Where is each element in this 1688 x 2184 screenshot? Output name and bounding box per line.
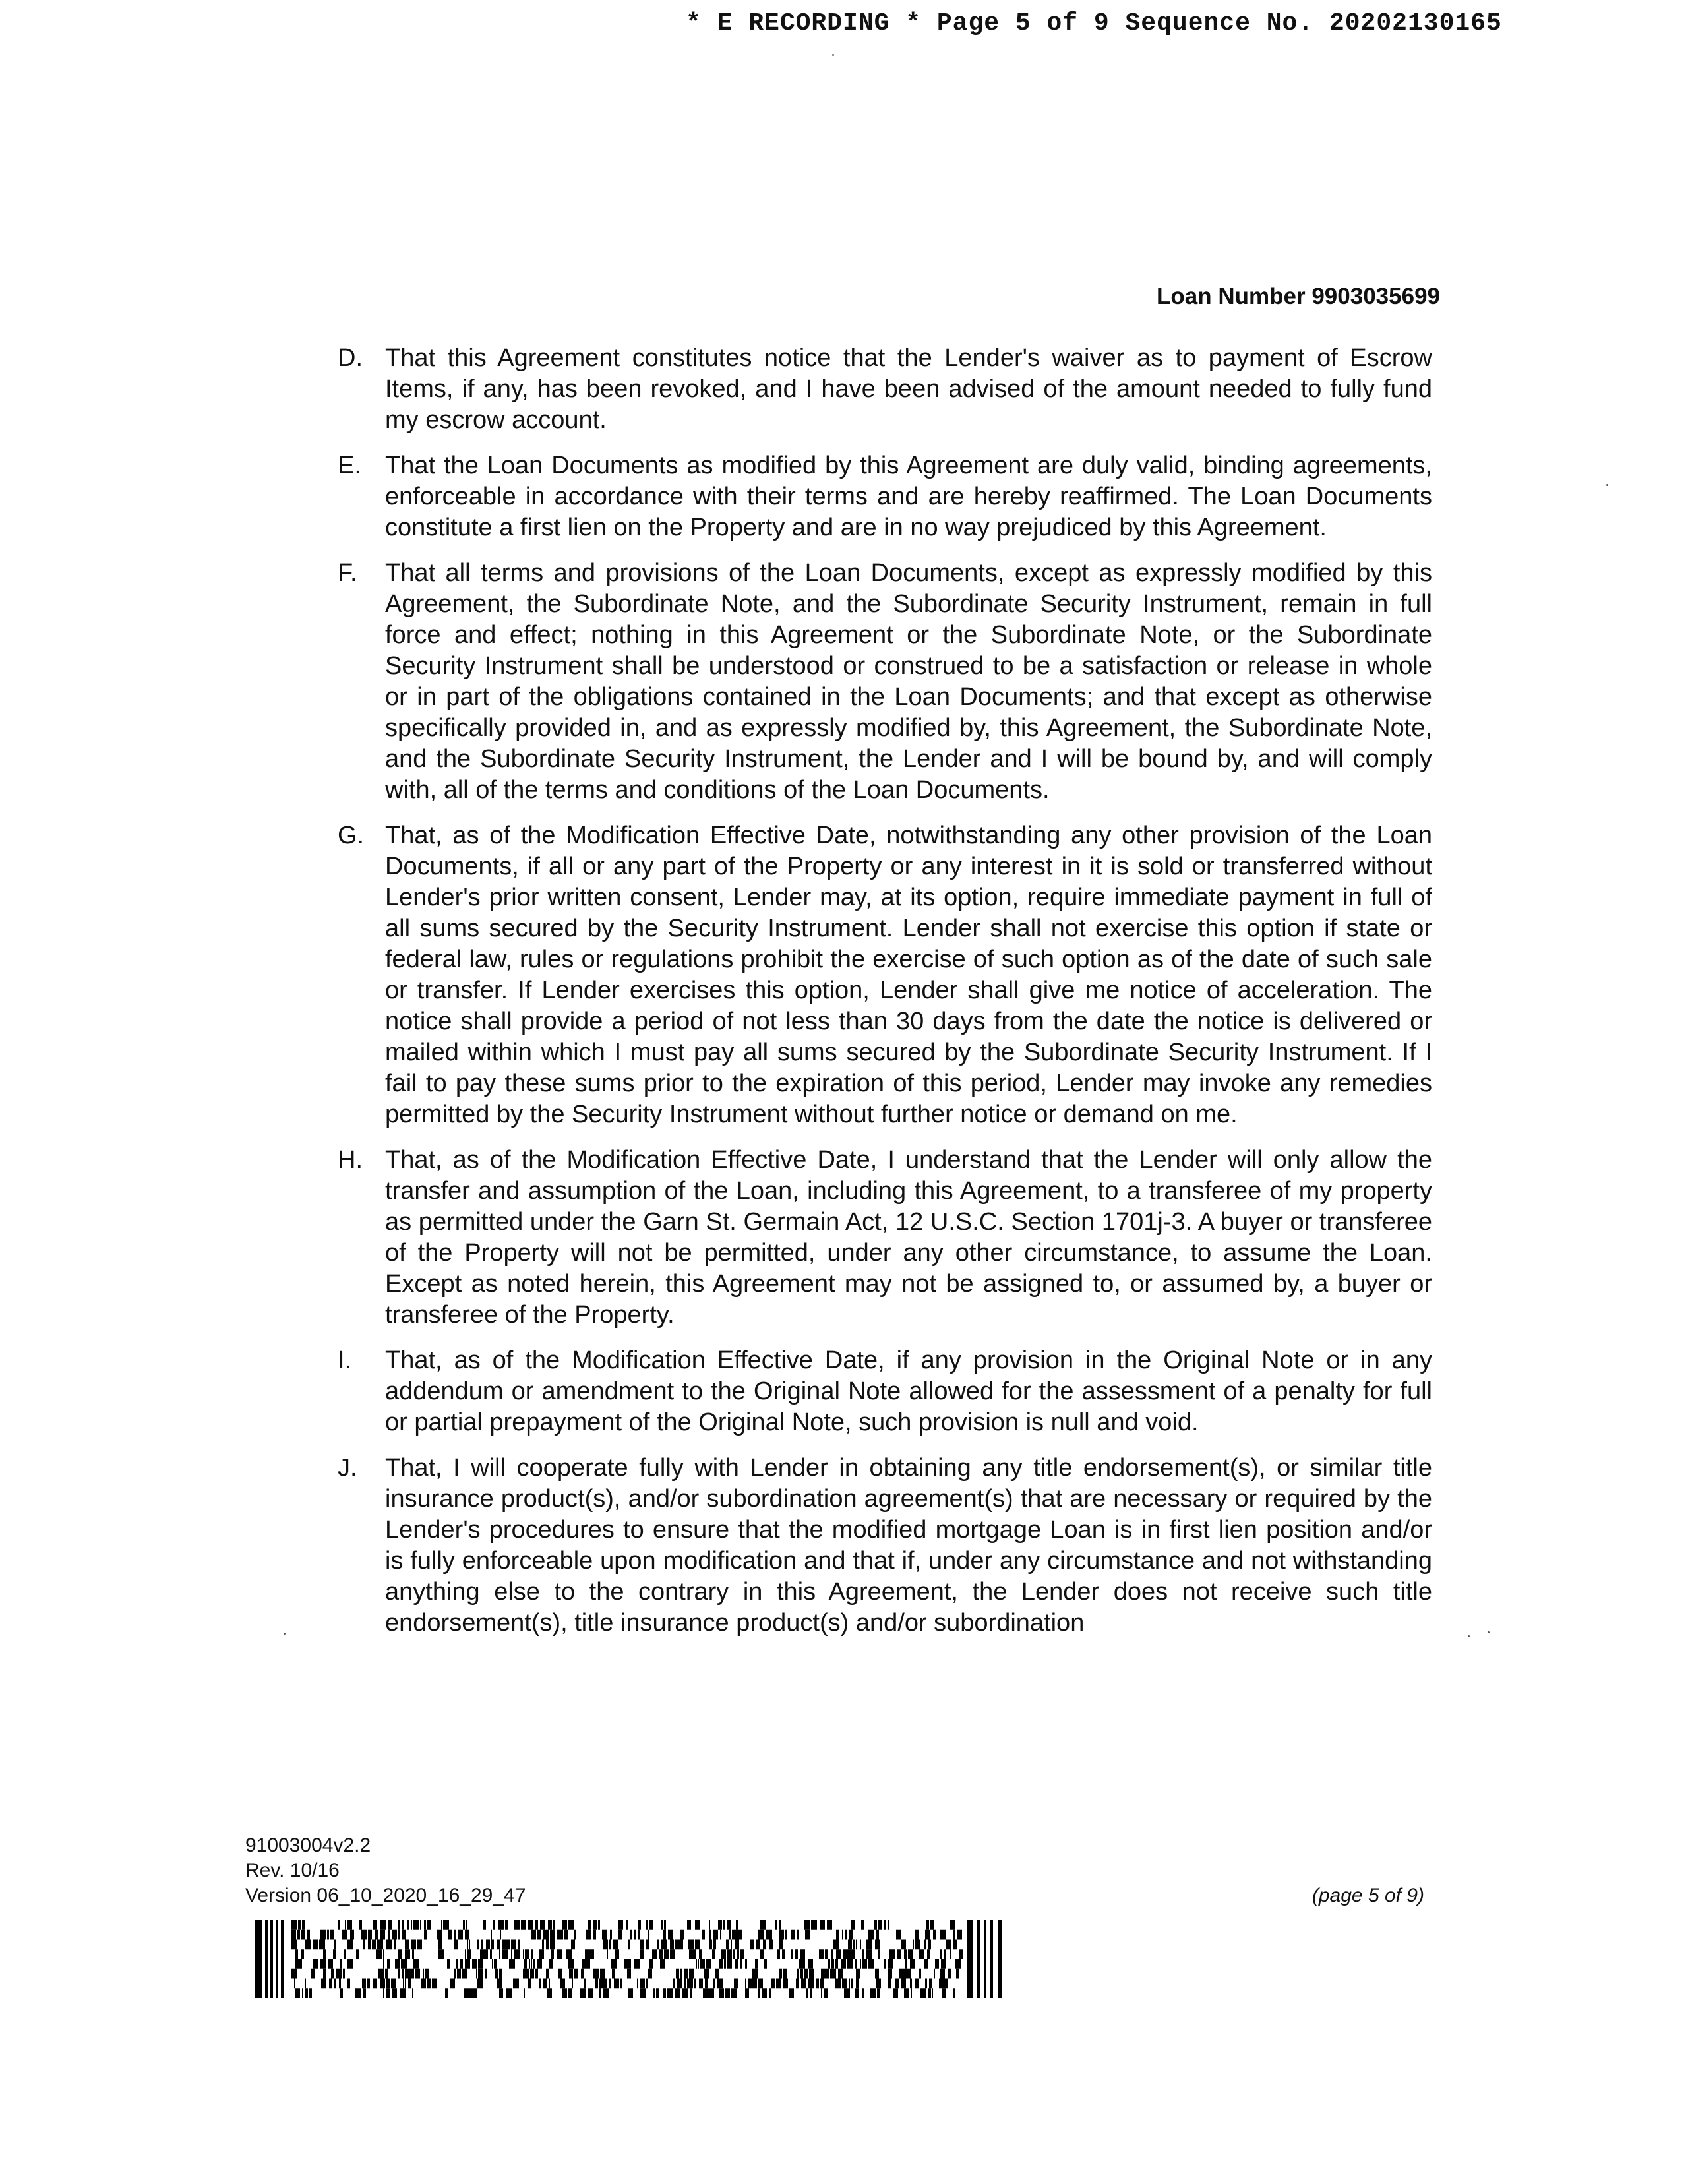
scan-speck [1606, 484, 1608, 486]
barcode-image [255, 1920, 1006, 1998]
item-letter: E. [338, 452, 361, 479]
agreement-item-i [338, 1345, 1432, 1438]
item-text: That, as of the Modification Effective Date, if any provision in the Original Note or in any addendum or amendment to the Original Note allowed for the assessment of a penalty for full or partial prepayment of the Original Note, such provision is null and void. [385, 1347, 1432, 1436]
form-revision: Rev. 10/16 [245, 1860, 340, 1881]
agreement-item-d [338, 343, 1432, 436]
form-version: Version 06_10_2020_16_29_47 [245, 1885, 526, 1906]
item-text: That the Loan Documents as modified by this Agreement are duly valid, binding agreements, enforceable in accordance with their terms and are hereby reaffirmed. The Loan Documents constitute a first lien on the Property and are in no way prejudiced by this Agreement. [385, 452, 1432, 541]
recording-header: * E RECORDING * Page 5 of 9 Sequence No. 20202130165 [686, 9, 1502, 38]
item-text: That, as of the Modification Effective Date, I understand that the Lender will only allow the transfer and assumption of the Loan, including this Agreement, to a transferee of my property as permitted under the Garn St. Germain Act, 12 U.S.C. Section 1701j-3. A buyer or transferee of the Property will not be permitted, under any other circumstance, to assume the Loan. Except as noted herein, this Agreement may not be assigned to, or assumed by, a buyer or transferee of the Property. [385, 1146, 1432, 1329]
item-letter: I. [338, 1347, 352, 1374]
item-letter: J. [338, 1454, 357, 1482]
agreement-item-e [338, 450, 1432, 543]
form-footer [245, 1833, 526, 1908]
agreement-item-f [338, 558, 1432, 806]
agreement-items [338, 343, 1432, 1653]
loan-number: Loan Number 9903035699 [1157, 284, 1440, 309]
page-indicator: (page 5 of 9) [1311, 1885, 1424, 1906]
item-text: That, as of the Modification Effective Date, notwithstanding any other provision of the Loan Documents, if all or any part of the Property or any interest in it is sold or transferred without Lender's prior written consent, Lender may, at its option, require immediate payment in full of all sums secured by the Security Instrument. Lender shall not exercise this option if state or federal law, rules or regulations prohibit the exercise of such option as of the date of such sale or transfer. If Lender exercises this option, Lender shall give me notice of acceleration. The notice shall provide a period of not less than 30 days from the date the notice is delivered or mailed within which I must pay all sums secured by the Subordinate Security Instrument. If I fail to pay these sums prior to the expiration of this period, Lender may invoke any remedies permitted by the Security Instrument without further notice or demand on me. [385, 822, 1432, 1128]
agreement-item-h [338, 1145, 1432, 1331]
agreement-item-g [338, 820, 1432, 1130]
scan-speck [284, 1633, 286, 1635]
item-text: That this Agreement constitutes notice that the Lender's waiver as to payment of Escrow Items, if any, has been revoked, and I have been advised of the amount needed to fully fund my escrow account. [385, 344, 1432, 434]
item-letter: D. [338, 344, 363, 372]
item-letter: H. [338, 1146, 363, 1174]
form-id: 91003004v2.2 [245, 1835, 371, 1856]
item-letter: F. [338, 559, 357, 587]
scan-speck [1488, 1631, 1490, 1633]
scan-speck [832, 54, 834, 56]
agreement-item-j [338, 1453, 1432, 1639]
scan-speck [1468, 1635, 1470, 1637]
item-text: That all terms and provisions of the Loan Documents, except as expressly modified by this Agreement, the Subordinate Note, and the Subordinate Security Instrument, remain in full force and effect; nothing in this Agreement or the Subordinate Note, or the Subordinate Security Instrument shall be understood or construed to be a satisfaction or release in whole or in part of the obligations contained in the Loan Documents; and that except as otherwise specifically provided in, and as expressly modified by, this Agreement, the Subordinate Note, and the Subordinate Security Instrument, the Lender and I will be bound by, and will comply with, all of the terms and conditions of the Loan Documents. [385, 559, 1432, 804]
item-text: That, I will cooperate fully with Lender in obtaining any title endorsement(s), or similar title insurance product(s), and/or subordination agreement(s) that are necessary or required by the Lender's procedures to ensure that the modified mortgage Loan is in first lien position and/or is fully enforceable upon modification and that if, under any circumstance and not withstanding anything else to the contrary in this Agreement, the Lender does not receive such title endorsement(s), title insurance product(s) and/or subordination [385, 1454, 1432, 1637]
item-letter: G. [338, 822, 365, 849]
